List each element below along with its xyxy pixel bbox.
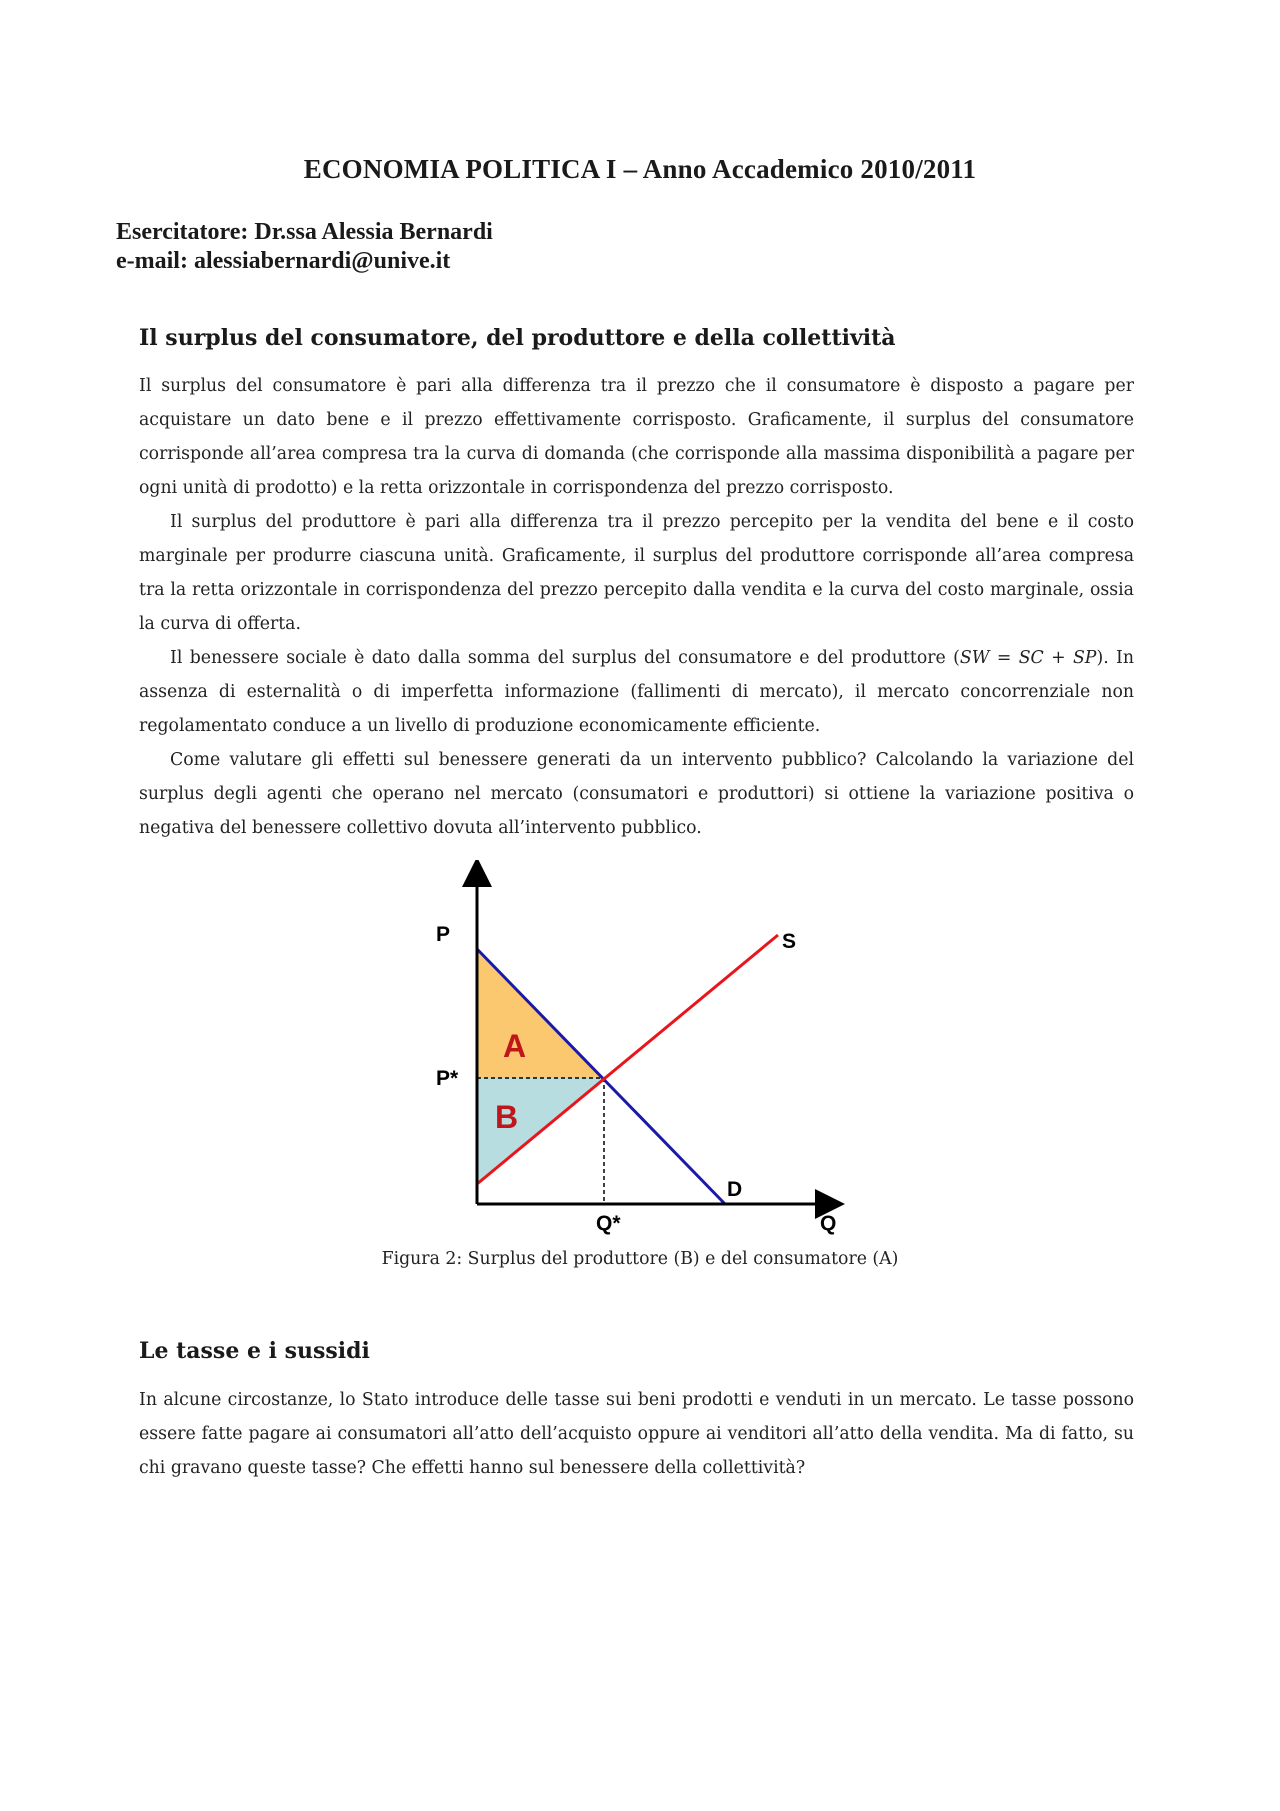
surplus-diagram [410, 860, 870, 1250]
email-line: e-mail: alessiabernardi@unive.it [116, 248, 451, 274]
supply-label: S [782, 930, 797, 953]
surplus-figure [410, 860, 870, 1250]
p-star-label: P* [436, 1067, 459, 1090]
paragraph-public-intervention: Come valutare gli effetti sul benessere generati da un intervento pubblico? Calcolando la variazione del surplus degli agenti che operano nel mercato (consumatori e produttori) si ottiene la variazione positiva o negativa del benessere collettivo dovuta all’intervento pubblico. [139, 750, 1134, 838]
section-body-taxes [139, 1383, 1134, 1485]
author-block [116, 218, 493, 276]
demand-label: D [727, 1178, 743, 1201]
paragraph-producer-surplus: Il surplus del produttore è pari alla differenza tra il prezzo percepito per la vendita del bene e il costo marginale per produrre ciascuna unità. Graficamente, il surplus del produttore corrisponde all’area compresa tra la retta orizzontale in corrispondenza del prezzo percepito dalla vendita e la curva del costo marginale, ossia la curva di offerta. [139, 512, 1134, 634]
paragraph-consumer-surplus: Il surplus del consumatore è pari alla differenza tra il prezzo che il consumatore è disposto a pagare per acquistare un dato bene e il prezzo effettivamente corrisposto. Graficamente, il surplus del consumatore corrisponde all’area compresa tra la curva di domanda (che corrisponde alla massima disponibilità a pagare per ogni unità di prodotto) e la retta orizzontale in corrispondenza del prezzo corrisposto. [139, 376, 1134, 498]
section-heading-surplus: Il surplus del consumatore, del produttore e della collettività [139, 325, 896, 351]
figure-caption: Figura 2: Surplus del produttore (B) e del consumatore (A) [381, 1249, 899, 1269]
q-axis-label: Q [820, 1212, 837, 1235]
paragraph-social-welfare-rest: ). In assenza di esternalità o di imperfetta informazione (fallimenti di mercato), il mercato concorrenziale non regolamentato conduce a un livello di produzione economicamente efficiente. [139, 648, 1135, 736]
section-body-surplus [139, 369, 1134, 845]
document-title: ECONOMIA POLITICA I – Anno Accademico 2010/2011 [303, 154, 977, 184]
instructor-line: Esercitatore: Dr.ssa Alessia Bernardi [116, 219, 493, 245]
q-star-label: Q* [596, 1212, 621, 1235]
section-heading-taxes: Le tasse e i sussidi [139, 1338, 370, 1364]
paragraph-social-welfare [139, 641, 1134, 743]
paragraph-taxes: In alcune circostanze, lo Stato introduce delle tasse sui beni prodotti e venduti in un mercato. Le tasse possono essere fatte pagare ai consumatori all’atto dell’acquisto oppure ai venditori all’atto della vendita. Ma di fatto, su chi gravano queste tasse? Che effetti hanno sul benessere della collettività? [139, 1390, 1134, 1478]
welfare-formula: SW = SC + SP [959, 648, 1097, 668]
paragraph-social-welfare-text: Il benessere sociale è dato dalla somma del surplus del consumatore e del produttore ( [170, 648, 960, 668]
area-a-label: A [503, 1028, 527, 1064]
p-axis-label: P [436, 923, 451, 946]
area-b-label: B [495, 1099, 519, 1135]
